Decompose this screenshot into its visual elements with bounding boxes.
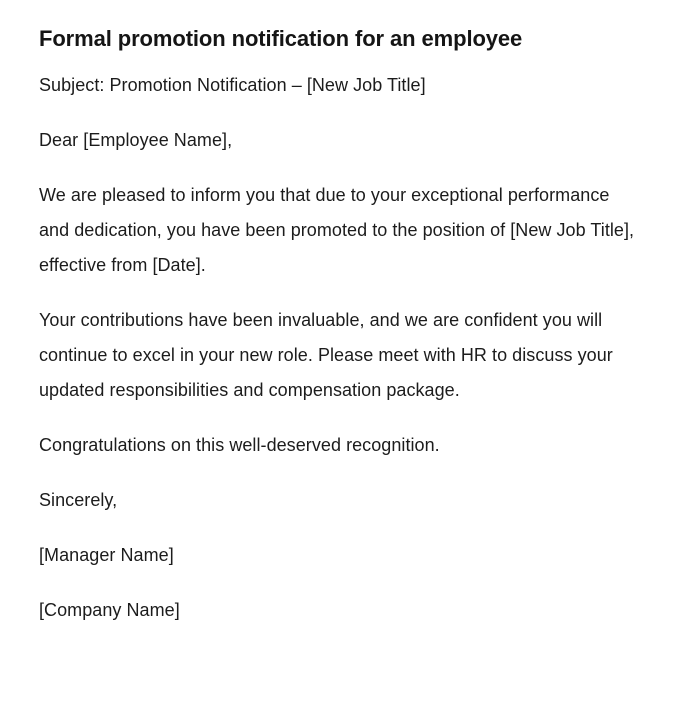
salutation-line: Dear [Employee Name],	[39, 130, 233, 150]
page-title: Formal promotion notification for an employee	[39, 26, 523, 51]
subject-line: Subject: Promotion Notification – [New Job Title]	[39, 75, 426, 95]
body-paragraph-2: Your contributions have been invaluable, and we are confident you will continue to excel in your new role. Please meet with HR to discuss your updated responsibilities and compensation package.	[39, 310, 613, 400]
body-paragraph-1: We are pleased to inform you that due to your exceptional performance and dedication, you have been promoted to the position of [New Job Title], effective from [Date].	[39, 185, 635, 275]
signature-manager-name: [Manager Name]	[39, 545, 174, 565]
closing-line: Sincerely,	[39, 490, 118, 510]
letter-body	[39, 68, 638, 628]
congratulations-line: Congratulations on this well-deserved recognition.	[39, 435, 440, 455]
signature-company-name: [Company Name]	[39, 600, 180, 620]
